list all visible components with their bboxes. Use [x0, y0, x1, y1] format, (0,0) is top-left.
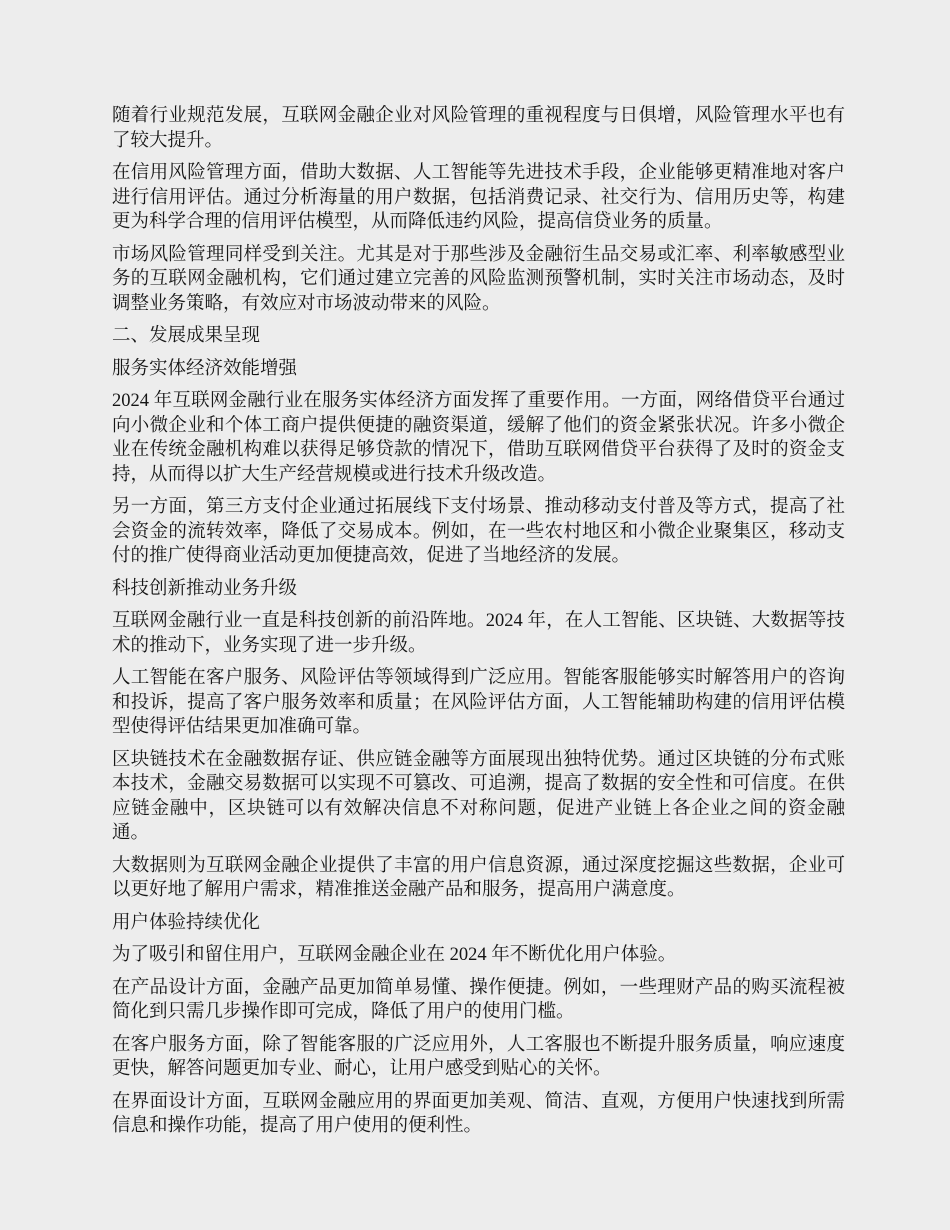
- body-paragraph: 市场风险管理同样受到关注。尤其是对于那些涉及金融衍生品交易或汇率、利率敏感型业务的互联网金融机构，它们通过建立完善的风险监测预警机制，实时关注市场动态，及时调整业务策略，有效应对市场波动带来的风险。: [112, 244, 845, 314]
- document-body: [112, 104, 845, 1139]
- body-paragraph: 为了吸引和留住用户，互联网金融企业在 2024 年不断优化用户体验。: [112, 945, 677, 965]
- body-paragraph: 互联网金融行业一直是科技创新的前沿阵地。2024 年，在人工智能、区块链、大数据等技术的推动下，业务实现了进一步升级。: [112, 611, 845, 656]
- body-paragraph: 在产品设计方面，金融产品更加简单易懂、操作便捷。例如，一些理财产品的购买流程被简化到只需几步操作即可完成，降低了用户的使用门槛。: [112, 977, 845, 1022]
- body-paragraph: 在界面设计方面，互联网金融应用的界面更加美观、简洁、直观，方便用户快速找到所需信息和操作功能，提高了用户使用的便利性。: [112, 1091, 845, 1136]
- section-heading: 科技创新推动业务升级: [112, 578, 298, 599]
- body-paragraph: 大数据则为互联网金融企业提供了丰富的用户信息资源，通过深度挖掘这些数据，企业可以更好地了解用户需求，精准推送金融产品和服务，提高用户满意度。: [112, 855, 845, 900]
- body-paragraph: 人工智能在客户服务、风险评估等领域得到广泛应用。智能客服能够实时解答用户的咨询和投诉，提高了客户服务效率和质量；在风险评估方面，人工智能辅助构建的信用评估模型使得评估结果更加准确可靠。: [112, 668, 845, 737]
- section-heading: 二、发展成果呈现: [112, 326, 261, 346]
- body-paragraph: 2024 年互联网金融行业在服务实体经济方面发挥了重要作用。一方面，网络借贷平台通过向小微企业和个体工商户提供便捷的融资渠道，缓解了他们的资金紧张状况。许多小微企业在传统金融机构难以获得足够贷款的情况下，借助互联网借贷平台获得了及时的资金支持，从而得以扩大生产经营规模或进行技术升级改造。: [112, 391, 845, 485]
- body-paragraph: 在客户服务方面，除了智能客服的广泛应用外，人工客服也不断提升服务质量，响应速度更快，解答问题更加专业、耐心，让用户感受到贴心的关怀。: [112, 1034, 845, 1079]
- body-paragraph: 随着行业规范发展，互联网金融企业对风险管理的重视程度与日俱增，风险管理水平也有了较大提升。: [112, 106, 845, 151]
- body-paragraph: 在信用风险管理方面，借助大数据、人工智能等先进技术手段，企业能够更精准地对客户进行信用评估。通过分析海量的用户数据，包括消费记录、社交行为、信用历史等，构建更为科学合理的信用评估模型，从而降低违约风险，提高信贷业务的质量。: [112, 163, 845, 232]
- body-paragraph: 区块链技术在金融数据存证、供应链金融等方面展现出独特优势。通过区块链的分布式账本技术，金融交易数据可以实现不可篡改、可追溯，提高了数据的安全性和可信度。在供应链金融中，区块链可以有效解决信息不对称问题，促进产业链上各企业之间的资金融通。: [112, 749, 845, 843]
- section-heading: 用户体验持续优化: [112, 912, 261, 933]
- section-heading: 服务实体经济效能增强: [112, 358, 298, 379]
- body-paragraph: 另一方面，第三方支付企业通过拓展线下支付场景、推动移动支付普及等方式，提高了社会资金的流转效率，降低了交易成本。例如，在一些农村地区和小微企业聚集区，移动支付的推广使得商业活动更加便捷高效，促进了当地经济的发展。: [112, 497, 845, 566]
